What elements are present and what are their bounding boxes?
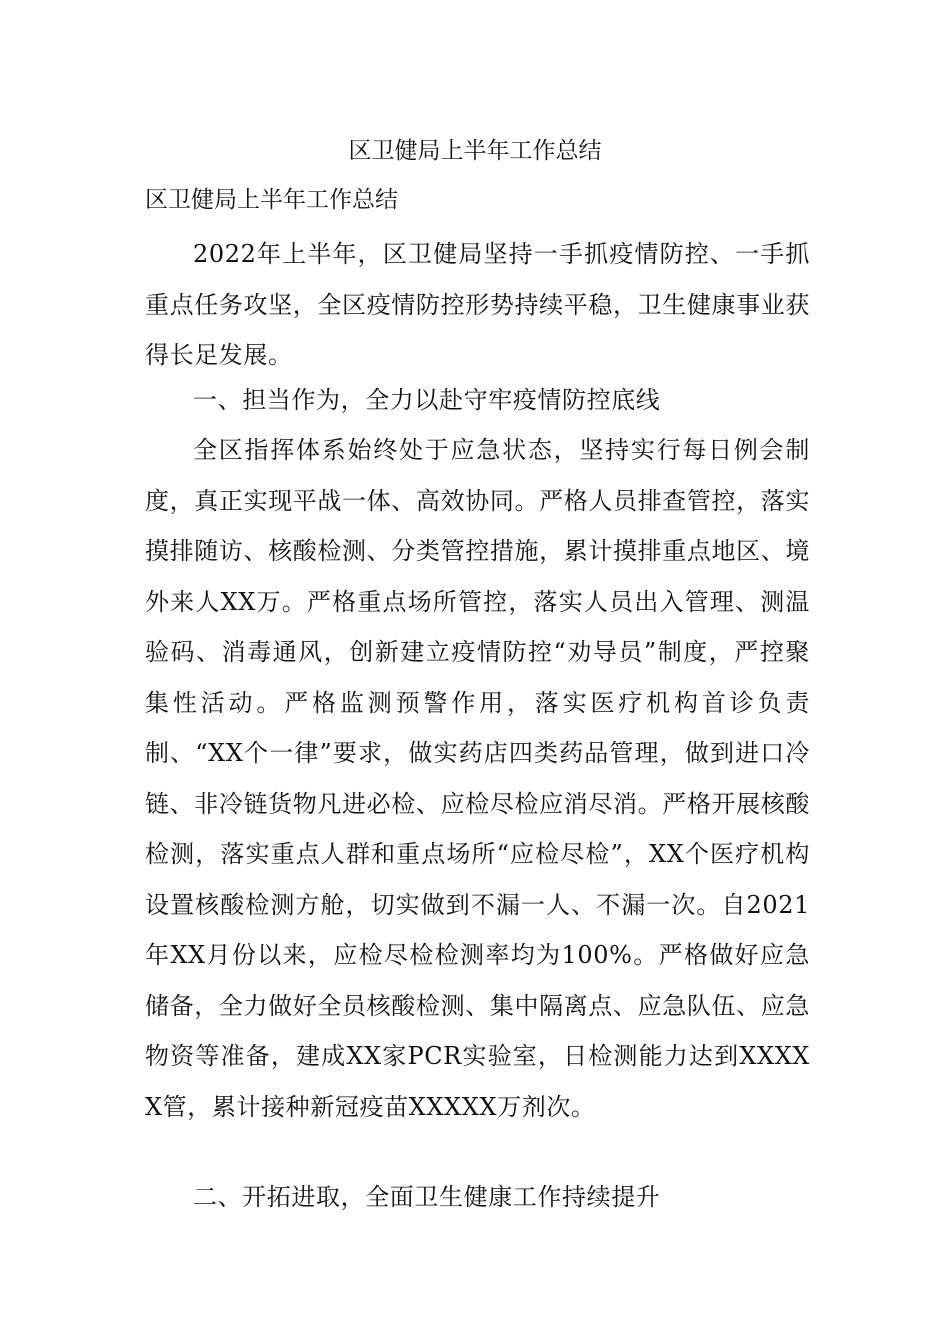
section-1-heading: 一、担当作为，全力以赴守牢疫情防控底线 xyxy=(193,386,661,414)
section-1-body: 全区指挥体系始终处于应急状态，坚持实行每日例会制度，真正实现平战一体、高效协同。严格人员排查管控，落实摸排随访、核酸检测、分类管控措施，累计摸排重点地区、境外来人XX万。严格重点场所管控，落实人员出入管理、测温验码、消毒通风，创新建立疫情防控“劝导员”制度，严控聚集性活动。严格监测预警作用，落实医疗机构首诊负责制、“XX个一律”要求，做实药店四类药品管理，做到进口冷链、非冷链货物凡进必检、应检尽检应消尽消。严格开展核酸检测，落实重点人群和重点场所“应检尽检”，XX个医疗机构设置核酸检测方舱，切实做到不漏一人、不漏一次。自2021年XX月份以来，应检尽检检测率均为100%。严格做好应急储备，全力做好全员核酸检测、集中隔离点、应急队伍、应急物资等准备，建成XX家PCR实验室，日检测能力达到XXXXX管，累计接种新冠疫苗XXXXX万剂次。 xyxy=(145,436,810,1121)
intro-paragraph: 2022年上半年，区卫健局坚持一手抓疫情防控、一手抓重点任务攻坚，全区疫情防控形势持续平稳，卫生健康事业获得长足发展。 xyxy=(145,240,810,369)
section-2-heading: 二、开拓进取，全面卫生健康工作持续提升 xyxy=(193,1183,661,1211)
document-title: 区卫健局上半年工作总结 xyxy=(348,138,602,164)
document-subtitle: 区卫健局上半年工作总结 xyxy=(145,187,398,213)
